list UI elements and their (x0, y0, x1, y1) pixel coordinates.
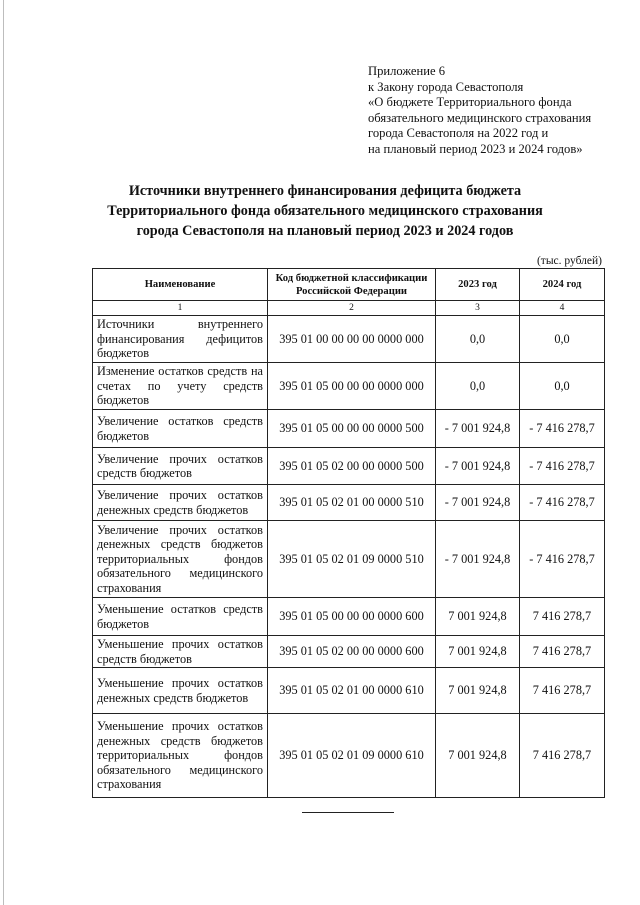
row-2023: 7 001 924,8 (436, 636, 520, 668)
table-row (93, 316, 605, 363)
row-2024: 7 416 278,7 (520, 714, 605, 798)
row-2024: 7 416 278,7 (520, 636, 605, 668)
row-2023: - 7 001 924,8 (436, 485, 520, 521)
row-2024: 0,0 (520, 316, 605, 363)
row-name: Уменьшение прочих остатков средств бюджетов (93, 636, 268, 668)
row-2024: - 7 416 278,7 (520, 410, 605, 448)
row-code: 395 01 05 00 00 00 0000 000 (268, 363, 436, 410)
row-2024: - 7 416 278,7 (520, 485, 605, 521)
table-row (93, 598, 605, 636)
row-2023: 0,0 (436, 363, 520, 410)
row-name: Увеличение остатков средств бюджетов (93, 410, 268, 448)
row-name: Изменение остатков средств на счетах по учету средств бюджетов (93, 363, 268, 410)
header-code: Код бюджетной классификации Российской Федерации (268, 269, 436, 301)
row-2023: 7 001 924,8 (436, 668, 520, 714)
table-row (93, 410, 605, 448)
table-row (93, 668, 605, 714)
row-2024: - 7 416 278,7 (520, 521, 605, 598)
appendix-line: на плановый период 2023 и 2024 годов» (368, 141, 583, 156)
row-name: Увеличение прочих остатков денежных средств бюджетов (93, 485, 268, 521)
row-code: 395 01 05 02 00 00 0000 600 (268, 636, 436, 668)
row-2024: 7 416 278,7 (520, 598, 605, 636)
document-title (60, 181, 590, 241)
appendix-line: «О бюджете Территориального фонда (368, 95, 572, 110)
units-label: (тыс. рублей) (536, 255, 602, 267)
table-row (93, 448, 605, 485)
row-code: 395 01 05 00 00 00 0000 600 (268, 598, 436, 636)
row-name: Уменьшение остатков средств бюджетов (93, 598, 268, 636)
sources-table (92, 268, 605, 798)
page-edge (3, 0, 4, 905)
title-line: Территориального фонда обязательного медицинского страхования (107, 203, 543, 219)
title-line: города Севастополя на плановый период 2023 и 2024 годов (136, 223, 514, 239)
row-name: Увеличение прочих остатков средств бюджетов (93, 448, 268, 485)
row-code: 395 01 05 02 01 09 0000 610 (268, 714, 436, 798)
row-2024: - 7 416 278,7 (520, 448, 605, 485)
appendix-line: к Закону города Севастополя (368, 79, 524, 94)
column-number: 3 (436, 301, 520, 316)
row-2023: 7 001 924,8 (436, 598, 520, 636)
row-2024: 7 416 278,7 (520, 668, 605, 714)
column-number: 1 (93, 301, 268, 316)
column-number: 2 (268, 301, 436, 316)
row-name: Источники внутреннего финансирования дефицитов бюджетов (93, 316, 268, 363)
header-2023: 2023 год (436, 269, 520, 301)
row-code: 395 01 05 02 01 09 0000 510 (268, 521, 436, 598)
row-code: 395 01 05 00 00 00 0000 500 (268, 410, 436, 448)
table-row (93, 714, 605, 798)
row-2023: - 7 001 924,8 (436, 410, 520, 448)
row-name: Уменьшение прочих остатков денежных средств бюджетов территориальных фондов обязательного медицинского страхования (93, 714, 268, 798)
table-row (93, 521, 605, 598)
end-divider (302, 812, 394, 813)
table-row (93, 485, 605, 521)
appendix-line: обязательного медицинского страхования (368, 110, 592, 125)
title-line: Источники внутреннего финансирования дефицита бюджета (128, 183, 522, 199)
row-name: Увеличение прочих остатков денежных средств бюджетов территориальных фондов обязательного медицинского страхования (93, 521, 268, 598)
row-2023: - 7 001 924,8 (436, 521, 520, 598)
row-2023: - 7 001 924,8 (436, 448, 520, 485)
header-2024: 2024 год (520, 269, 605, 301)
appendix-line: Приложение 6 (368, 64, 446, 78)
appendix-note (368, 64, 618, 158)
row-code: 395 01 05 02 01 00 0000 610 (268, 668, 436, 714)
appendix-line: города Севастополя на 2022 год и (368, 126, 549, 141)
header-name: Наименование (93, 269, 268, 301)
row-2024: 0,0 (520, 363, 605, 410)
row-code: 395 01 05 02 00 00 0000 500 (268, 448, 436, 485)
row-code: 395 01 05 02 01 00 0000 510 (268, 485, 436, 521)
table-row (93, 636, 605, 668)
row-2023: 0,0 (436, 316, 520, 363)
row-2023: 7 001 924,8 (436, 714, 520, 798)
row-code: 395 01 00 00 00 00 0000 000 (268, 316, 436, 363)
table-row (93, 363, 605, 410)
row-name: Уменьшение прочих остатков денежных средств бюджетов (93, 668, 268, 714)
column-number: 4 (520, 301, 605, 316)
